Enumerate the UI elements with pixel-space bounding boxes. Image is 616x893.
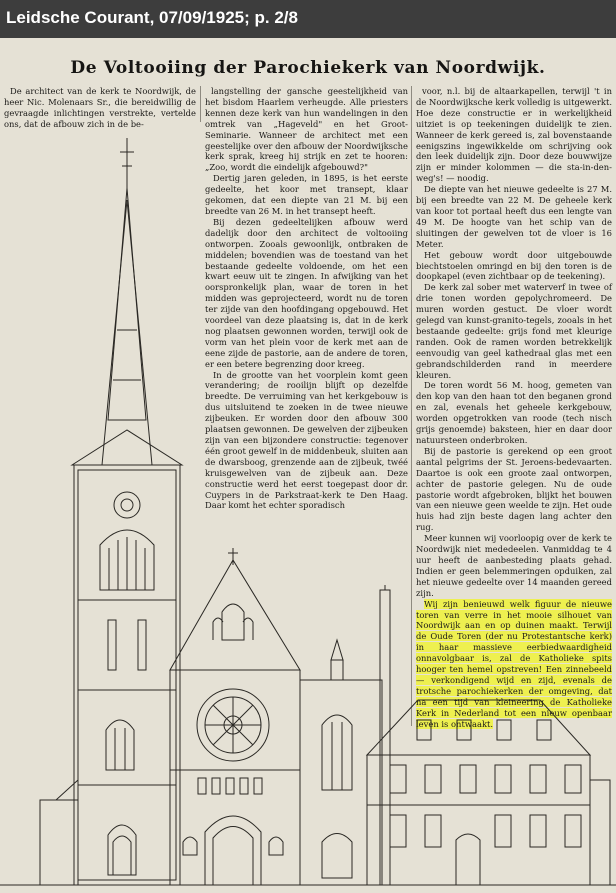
paragraph: De toren wordt 56 M. hoog, gemeten van den kop van den haan tot den beganen grond en zal, evenals het geheele kerkgebouw, worden opgetrokken van roode (tech nisch grijs genoemde) baksteen, hier en daar door natuursteen onderbroken. (416, 380, 612, 445)
article-column-1 (4, 86, 196, 129)
page-title: Leidsche Courant, 07/09/1925; p. 2/8 (6, 8, 298, 27)
article-headline: De Voltooiing der Parochiekerk van Noordwijk. (70, 58, 546, 78)
article-column-3 (416, 86, 612, 729)
column-divider (200, 86, 201, 122)
paragraph: langstelling der gansche geestelijkheid van het bisdom Haarlem verheugde. Alle priesters kennen deze kerk van hun wandelingen in den omtrek van „Hageveld" en het Groot-Seminarie. Wanneer de architect met een geestelijke over den afbouw der Noordwijksche kerk sprak, kreeg hij strijk en zet te hooren: „Zoo, wordt die eindelijk afgebouwd?" (205, 86, 408, 173)
paragraph: De diepte van het nieuwe gedeelte is 27 M. bij een breedte van 22 M. De geheele kerk van koor tot portaal heeft dus een lengte van 49 M. De hoogte van het schip van de sluitingen der gewelven tot de vloer is 16 Meter. (416, 184, 612, 249)
highlighted-paragraph (416, 599, 612, 730)
viewer-title-bar (0, 0, 616, 38)
column-divider (411, 86, 412, 726)
paragraph: In de grootte van het voorplein komt geen verandering; de rooilijn blijft op dezelfde breedte. De verruiming van het kerkgebouw is dus uitsluitend te zoeken in de twee nieuwe zijbeuken. Er worden door den afbouw 300 plaatsen gewonnen. De gewelven der zijbeuken zijn van een bijzondere constructie: tegenover één groot gewelf in de middenbeuk, sluiten aan de dwarsboog, grenzende aan de zijbeuk, twéé kruisgewelven van de zijbeuk aan. Deze constructie werd het eerst toegepast door dr. Cuypers in de Parkstraat-kerk te Den Haag. Daar komt het echter sporadisch (205, 369, 408, 511)
article-column-2 (205, 86, 408, 511)
paragraph: De kerk zal sober met waterverf in twee of drie tonen worden gepolychromeerd. De muren worden gestuct. De vloer wordt gelegd van kunst-granito-tegels, zooals in het bestaande gedeelte: grijs fond met kleurige randen. Ook de ramen worden betrekkelijk eenvoudig van geel kathedraal glas met een gebrandschilderden rand in meerdere kleuren. (416, 282, 612, 380)
highlighted-text: Wij zijn benieuwd welk figuur de nieuwe toren van verre in het mooie silhouet van Noordwijk aan en op duinen maakt. Terwijl de Oude Toren (der nu Protestantsche kerk) in haar massieve eerbiedwaardigheid onnavolgbaar is, zal de Katholieke spits hooger ten hemel opstreven! Een zinnebeeld — verkondigend wijd en zijd, evenals de trotsche parochiekerken der omgeving, dat na een tijd van kleineering de Katholieke Kerk in Nederland tot een nieuw openbaar leven is ontwaakt. (416, 598, 612, 729)
paragraph: Meer kunnen wij voorloopig over de kerk te Noordwijk niet mededeelen. Vanmiddag te 4 uur heeft de aanbesteding plaats gehad. Indien er geen belemmeringen opduiken, zal het nieuwe gedeelte over 14 maanden gereed zijn. (416, 533, 612, 598)
paragraph: Bij de pastorie is gerekend op een groot aantal pelgrims der St. Jeroens-bedevaarten. Daartoe is ook een groote zaal ontworpen, achter de pastorie gelegen. Nu de oude pastorie wordt afgebroken, blijkt het bouwen van een nieuwe geen weelde te zijn. Het oude huis had zijn beste dagen lang achter den rug. (416, 445, 612, 533)
paragraph: De architect van de kerk te Noordwijk, de heer Nic. Molenaars Sr., die bereidwillig de gevraagde inlichtingen verstrekte, vertelde ons, dat de afbouw zich in de be- (4, 86, 196, 129)
paragraph: voor, n.l. bij de altaarkapellen, terwijl 't in de Noordwijksche kerk volledig is uitgewerkt. Hoe deze constructie er in werkelijkheid uitziet is op teekeningen duidelijk te zien. Wanneer de kerk gereed is, zal bovenstaande eenigszins ingewikkelde om schrijving ook den leek duidelijk zijn. Door deze bouwwijze zijn er minder kolommen — die sta-in-den-weg's! — noodig. (416, 86, 612, 184)
paragraph: Dertig jaren geleden, in 1895, is het eerste gedeelte, het koor met transept, klaar gekomen, dat een diepte van 21 M. bij een breedte van 26 M. in het transept heeft. (205, 173, 408, 216)
newspaper-page (0, 38, 616, 893)
paragraph: Bij dezen gedeeltelijken afbouw werd dadelijk door den architect de voltooiing ontworpen. Zooals gewoonlijk, ontbraken de middelen; bovendien was de toestand van het bestaande gedeelte voldoende, om het een kwart eeuw uit te zingen. In afwijking van het oorspronkelijk plan, waar de toren in het midden was geprojecteerd, wordt nu de toren ter zijde van den hoofdingang opgebouwd. Het voordeel van deze plaatsing is, dat in de kerk nog plaatsen gewonnen worden, terwijl ook de vorm van het plein voor de kerk met aan de eene zijde de pastorie, aan de andere de toren, er een betere begrenzing door kreeg. (205, 216, 408, 369)
paragraph: Het gebouw wordt door uitgebouwde biechtstoelen omringd en bij den toren is de doopkapel (even zichtbaar op de teekening). (416, 249, 612, 282)
